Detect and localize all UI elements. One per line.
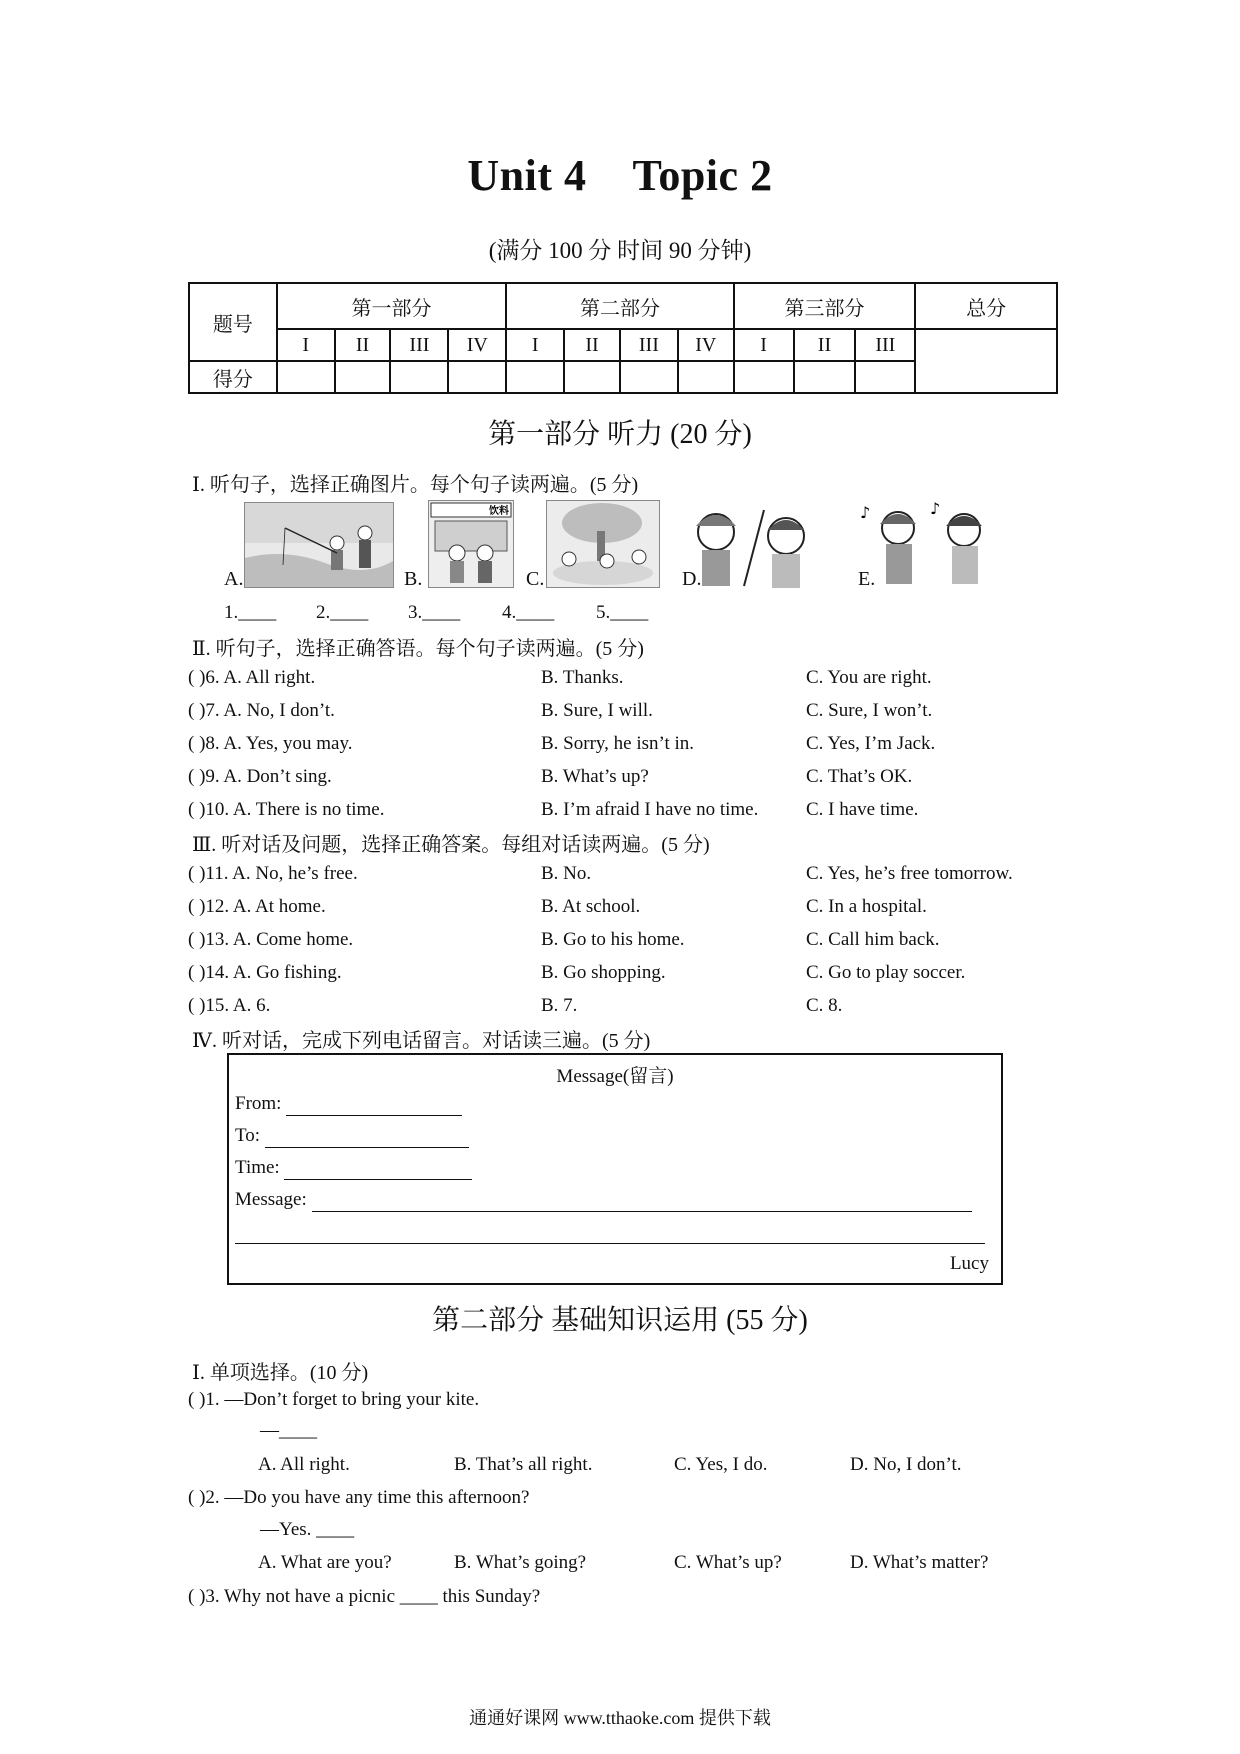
score-col: III (855, 329, 915, 361)
mc-question-2-reply: —Yes. ____ (260, 1519, 355, 1540)
picture-picnic (546, 500, 660, 588)
svg-text:♪: ♪ (860, 503, 871, 522)
score-total-header: 总分 (915, 283, 1057, 329)
mc-question-1[interactable]: ( )1. —Don’t forget to bring your kite. (188, 1389, 480, 1410)
title-topic: Topic 2 (632, 151, 773, 200)
message-time-label: Time: (235, 1157, 280, 1178)
score-cell[interactable] (678, 361, 734, 393)
score-part2-header: 第二部分 (506, 283, 733, 329)
question-13-option-c: C. Call him back. (806, 929, 940, 950)
question-7-option-b: B. Sure, I will. (541, 700, 653, 721)
score-col: I (277, 329, 335, 361)
score-cell[interactable] (277, 361, 335, 393)
mc-question-1-option-c: C. Yes, I do. (674, 1454, 768, 1475)
question-13[interactable]: ( )13. A. Come home. (188, 929, 354, 950)
question-6-option-b: B. Thanks. (541, 667, 624, 688)
score-cell[interactable] (620, 361, 678, 393)
message-from-input[interactable] (286, 1093, 462, 1116)
exam-info: (满分 100 分 时间 90 分钟) (488, 238, 752, 263)
score-cell[interactable] (734, 361, 794, 393)
score-col: III (620, 329, 678, 361)
message-box-title: Message(留言) (556, 1066, 674, 1087)
message-to-label: To: (235, 1125, 261, 1146)
message-body-input[interactable] (312, 1189, 972, 1212)
score-col: III (390, 329, 448, 361)
question-12-option-c: C. In a hospital. (806, 896, 927, 917)
score-cell[interactable] (448, 361, 506, 393)
score-part3-header: 第三部分 (734, 283, 916, 329)
shop-sign: 饮料 (489, 506, 509, 517)
mc-question-2-option-c: C. What’s up? (674, 1552, 782, 1573)
message-to-row (235, 1125, 469, 1148)
question-8[interactable]: ( )8. A. Yes, you may. (188, 733, 353, 754)
score-part1-header: 第一部分 (277, 283, 506, 329)
score-col: IV (678, 329, 734, 361)
answer-blank-3[interactable]: 3.____ (408, 602, 461, 623)
mc-question-1-option-d: D. No, I don’t. (850, 1454, 962, 1475)
mc-question-1-reply: —____ (260, 1420, 317, 1441)
score-col: I (506, 329, 564, 361)
part1-sec4-heading: Ⅳ. 听对话，完成下列电话留言。对话读三遍。(5 分) (192, 1030, 651, 1052)
part1-sec3-heading: Ⅲ. 听对话及问题，选择正确答案。每组对话读两遍。(5 分) (192, 834, 710, 856)
part1-sec2-heading: Ⅱ. 听句子，选择正确答语。每个句子读两遍。(5 分) (192, 638, 644, 660)
question-11-option-b: B. No. (541, 863, 592, 884)
mc-question-3[interactable]: ( )3. Why not have a picnic ____ this Sunday? (188, 1586, 541, 1607)
question-6-option-c: C. You are right. (806, 667, 932, 688)
picture-phone-call (682, 500, 822, 590)
picture-fishing (244, 502, 394, 588)
svg-text:♪: ♪ (930, 499, 941, 518)
message-body-row (235, 1189, 972, 1212)
pic-label-a: A. (224, 568, 244, 590)
score-cell[interactable] (506, 361, 564, 393)
message-from-label: From: (235, 1093, 282, 1114)
score-total-cell[interactable] (915, 329, 1057, 393)
part1-heading: 第一部分 听力 (20 分) (488, 419, 752, 450)
message-to-input[interactable] (265, 1125, 469, 1148)
footer-credit: 通通好课网 www.tthaoke.com 提供下载 (469, 1708, 771, 1728)
question-6[interactable]: ( )6. A. All right. (188, 667, 316, 688)
question-14-option-b: B. Go shopping. (541, 962, 666, 983)
answer-blank-2[interactable]: 2.____ (316, 602, 369, 623)
score-col: IV (448, 329, 506, 361)
message-body-second-line[interactable] (235, 1243, 985, 1244)
fishing-illustration (245, 503, 393, 587)
singing-illustration (856, 498, 1006, 590)
score-table (188, 282, 1058, 394)
question-10-option-b: B. I’m afraid I have no time. (541, 799, 759, 820)
answer-blank-4[interactable]: 4.____ (502, 602, 555, 623)
mc-question-2-option-d: D. What’s matter? (850, 1552, 989, 1573)
message-signature: Lucy (949, 1253, 989, 1274)
question-7[interactable]: ( )7. A. No, I don’t. (188, 700, 335, 721)
question-8-option-c: C. Yes, I’m Jack. (806, 733, 936, 754)
question-12-option-b: B. At school. (541, 896, 641, 917)
part1-sec1-heading: Ⅰ. 听句子，选择正确图片。每个句子读两遍。(5 分) (192, 474, 639, 496)
message-from-row (235, 1093, 462, 1116)
picnic-illustration (547, 501, 659, 587)
message-body-label: Message: (235, 1189, 307, 1210)
part2-sec1-heading: Ⅰ. 单项选择。(10 分) (192, 1362, 369, 1384)
score-col: I (734, 329, 794, 361)
message-time-input[interactable] (284, 1157, 472, 1180)
question-10-option-c: C. I have time. (806, 799, 919, 820)
pic-label-c: C. (526, 568, 545, 590)
mc-question-2[interactable]: ( )2. —Do you have any time this afternoon? (188, 1487, 530, 1508)
score-cell[interactable] (335, 361, 391, 393)
score-cell[interactable] (855, 361, 915, 393)
title-unit: Unit 4 (467, 151, 587, 200)
question-13-option-b: B. Go to his home. (541, 929, 685, 950)
score-cell[interactable] (794, 361, 856, 393)
question-9-option-c: C. That’s OK. (806, 766, 913, 787)
phone-call-illustration (682, 500, 822, 590)
question-11-option-c: C. Yes, he’s free tomorrow. (806, 863, 1013, 884)
answer-blank-5[interactable]: 5.____ (596, 602, 649, 623)
message-time-row (235, 1157, 472, 1180)
page-title (0, 150, 1240, 201)
score-col: II (335, 329, 391, 361)
answer-blank-1[interactable]: 1.____ (224, 602, 277, 623)
score-cell[interactable] (564, 361, 620, 393)
question-11[interactable]: ( )11. A. No, he’s free. (188, 863, 358, 884)
drink-shop-illustration (429, 501, 513, 587)
question-14[interactable]: ( )14. A. Go fishing. (188, 962, 342, 983)
question-10[interactable]: ( )10. A. There is no time. (188, 799, 385, 820)
pic-label-e: E. (858, 568, 876, 590)
question-9-option-b: B. What’s up? (541, 766, 649, 787)
mc-question-1-option-a: A. All right. (258, 1454, 350, 1475)
picture-singing (856, 498, 1006, 590)
question-12[interactable]: ( )12. A. At home. (188, 896, 326, 917)
message-box (227, 1053, 1003, 1285)
picture-drink-shop (428, 500, 514, 588)
question-8-option-b: B. Sorry, he isn’t in. (541, 733, 695, 754)
question-15-option-c: C. 8. (806, 995, 843, 1016)
question-15-option-b: B. 7. (541, 995, 578, 1016)
mc-question-1-option-b: B. That’s all right. (454, 1454, 593, 1475)
score-cell[interactable] (390, 361, 448, 393)
question-7-option-c: C. Sure, I won’t. (806, 700, 933, 721)
part2-heading: 第二部分 基础知识运用 (55 分) (432, 1305, 808, 1336)
mc-question-2-option-a: A. What are you? (258, 1552, 392, 1573)
question-15[interactable]: ( )15. A. 6. (188, 995, 271, 1016)
score-col: II (564, 329, 620, 361)
score-row-label-number: 题号 (189, 283, 277, 361)
question-9[interactable]: ( )9. A. Don’t sing. (188, 766, 332, 787)
score-col: II (794, 329, 856, 361)
score-row-label-score: 得分 (189, 361, 277, 393)
question-14-option-c: C. Go to play soccer. (806, 962, 966, 983)
pic-label-d: D. (682, 568, 702, 590)
mc-question-2-option-b: B. What’s going? (454, 1552, 587, 1573)
pic-label-b: B. (404, 568, 423, 590)
